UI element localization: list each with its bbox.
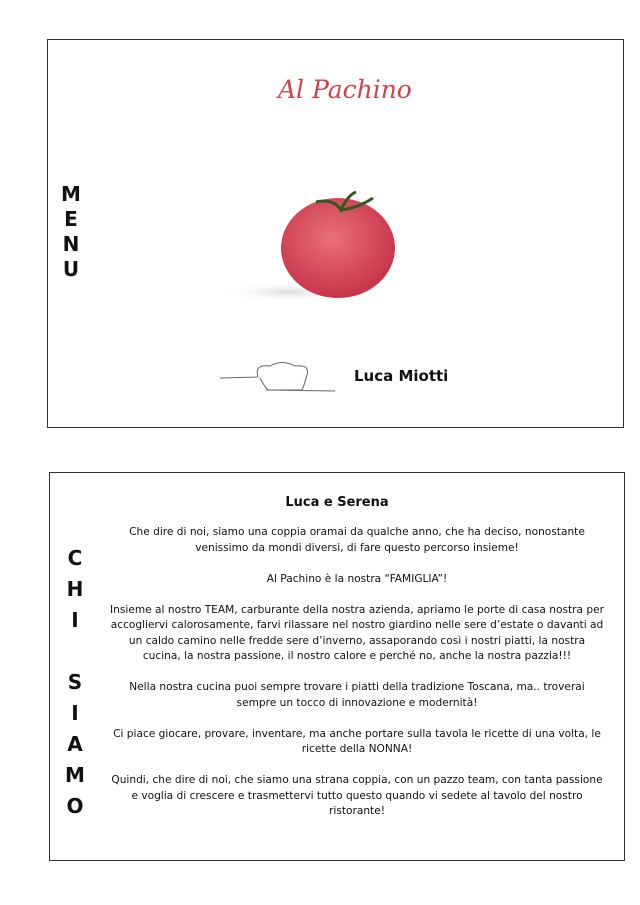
about-body (110, 525, 604, 835)
chi-siamo-vertical-label (60, 543, 90, 822)
restaurant-logo: Al Pachino (278, 75, 412, 104)
letter: M (61, 182, 81, 206)
chef-hat-icon (220, 356, 340, 396)
about-title: Luca e Serena (285, 495, 389, 510)
paragraph: Che dire di noi, siamo una coppia oramai da qualche anno, che ha deciso, nonostante venissimo da mondi diversi, di fare questo percorso insieme! (129, 526, 585, 554)
letter: I (71, 701, 79, 725)
letter: H (66, 577, 84, 601)
letter: O (66, 794, 84, 818)
letter: E (64, 207, 78, 231)
letter: A (67, 732, 83, 756)
chef-name: Luca Miotti (354, 367, 449, 385)
letter: S (67, 670, 83, 694)
cover-page (47, 39, 624, 428)
letter: C (67, 546, 83, 570)
letter: N (62, 232, 80, 256)
paragraph: Nella nostra cucina puoi sempre trovare i piatti della tradizione Toscana, ma.. troverai sempre un tocco di innovazione e modernità! (129, 681, 585, 709)
letter: U (62, 257, 80, 281)
about-page (49, 472, 625, 861)
paragraph: Quindi, che dire di noi, che siamo una strana coppia, con un pazzo team, con tanta passione e voglia di crescere e trasmettervi tutto questo quando vi sedete al tavolo del nostro ristorante! (111, 774, 603, 817)
paragraph: Ci piace giocare, provare, inventare, ma anche portare sulla tavola le ricette di una volta, le ricette della NONNA! (113, 727, 601, 755)
tomato-illustration (213, 180, 413, 310)
paragraph: Al Pachino è la nostra “FAMIGLIA”! (266, 572, 448, 585)
paragraph: Insieme al nostro TEAM, carburante della nostra azienda, apriamo le porte di casa nostra per accogliervi calorosamente, farvi rilassare nel nostro giardino nelle sere d’estate o davanti ad un caldo camino nelle fredde sere d’inverno, assaporando così i nostri piatti, la nostra cucina, la nostra passione, il nostro calore e perché no, anche la nostra pazzia!!! (110, 603, 604, 662)
letter: M (65, 763, 85, 787)
menu-vertical-label (56, 182, 86, 282)
letter: I (71, 608, 79, 632)
letter-spacer (60, 636, 90, 667)
